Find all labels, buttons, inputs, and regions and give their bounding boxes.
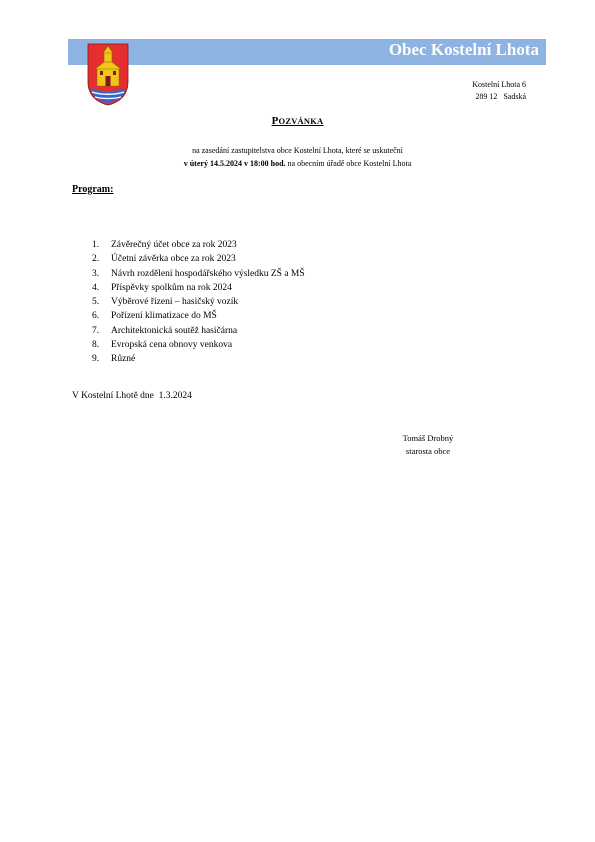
agenda-number: 3. xyxy=(92,268,100,279)
municipality-title: Obec Kostelní Lhota xyxy=(388,40,539,59)
agenda-number: 7. xyxy=(92,325,100,336)
agenda-item xyxy=(92,295,305,309)
agenda-item xyxy=(92,352,305,366)
meeting-place: na obecním úřadě obce Kostelní Lhota xyxy=(285,159,412,168)
agenda-text: Architektonická soutěž hasičárna xyxy=(111,325,238,336)
intro-line: na zasedání zastupitelstva obce Kostelní Lhota, které se uskuteční xyxy=(192,146,403,155)
office-address xyxy=(472,79,526,103)
signer-name: Tomáš Drobný xyxy=(402,433,454,443)
coat-of-arms-icon xyxy=(86,42,130,106)
meeting-datetime: v úterý 14.5.2024 v 18:00 hod. xyxy=(183,159,286,168)
agenda-number: 6. xyxy=(92,311,100,322)
agenda-text: Výběrové řízení – hasičský vozík xyxy=(111,297,239,308)
agenda-text: Různé xyxy=(111,354,136,365)
agenda-number: 9. xyxy=(92,354,100,365)
agenda-item xyxy=(92,238,305,252)
intro-line xyxy=(0,157,595,170)
agenda-number: 8. xyxy=(92,340,100,351)
title-rest: OZVÁNKA xyxy=(278,116,324,126)
agenda-item xyxy=(92,281,305,295)
agenda-item xyxy=(92,309,305,323)
address-line: 289 12 Sadská xyxy=(475,92,526,101)
agenda-item xyxy=(92,252,305,266)
header-bar xyxy=(68,39,546,65)
agenda-text: Pořízení klimatizace do MŠ xyxy=(111,311,217,322)
meeting-invitation-text xyxy=(0,144,595,170)
agenda-number: 4. xyxy=(92,282,100,293)
agenda-text: Příspěvky spolkům na rok 2024 xyxy=(111,282,232,293)
agenda-number: 5. xyxy=(92,297,100,308)
title-initial: P xyxy=(271,115,279,127)
address-line: Kostelní Lhota 6 xyxy=(472,80,526,89)
agenda-list xyxy=(92,238,305,367)
agenda-text: Účetní závěrka obce za rok 2023 xyxy=(111,254,236,265)
signer-role: starosta obce xyxy=(405,446,451,456)
agenda-text: Závěrečný účet obce za rok 2023 xyxy=(111,240,237,250)
document-title xyxy=(0,115,595,127)
agenda-item xyxy=(92,324,305,338)
place-and-date: V Kostelní Lhotě dne 1.3.2024 xyxy=(72,391,192,401)
agenda-number: 2. xyxy=(92,254,100,265)
program-heading: Program: xyxy=(72,184,114,195)
agenda-number: 1. xyxy=(92,240,100,250)
agenda-item xyxy=(92,267,305,281)
signature-block xyxy=(380,432,476,458)
agenda-text: Evropská cena obnovy venkova xyxy=(111,340,233,351)
agenda-item xyxy=(92,338,305,352)
agenda-text: Návrh rozdělení hospodářského výsledku ZŠ a MŠ xyxy=(111,268,305,279)
